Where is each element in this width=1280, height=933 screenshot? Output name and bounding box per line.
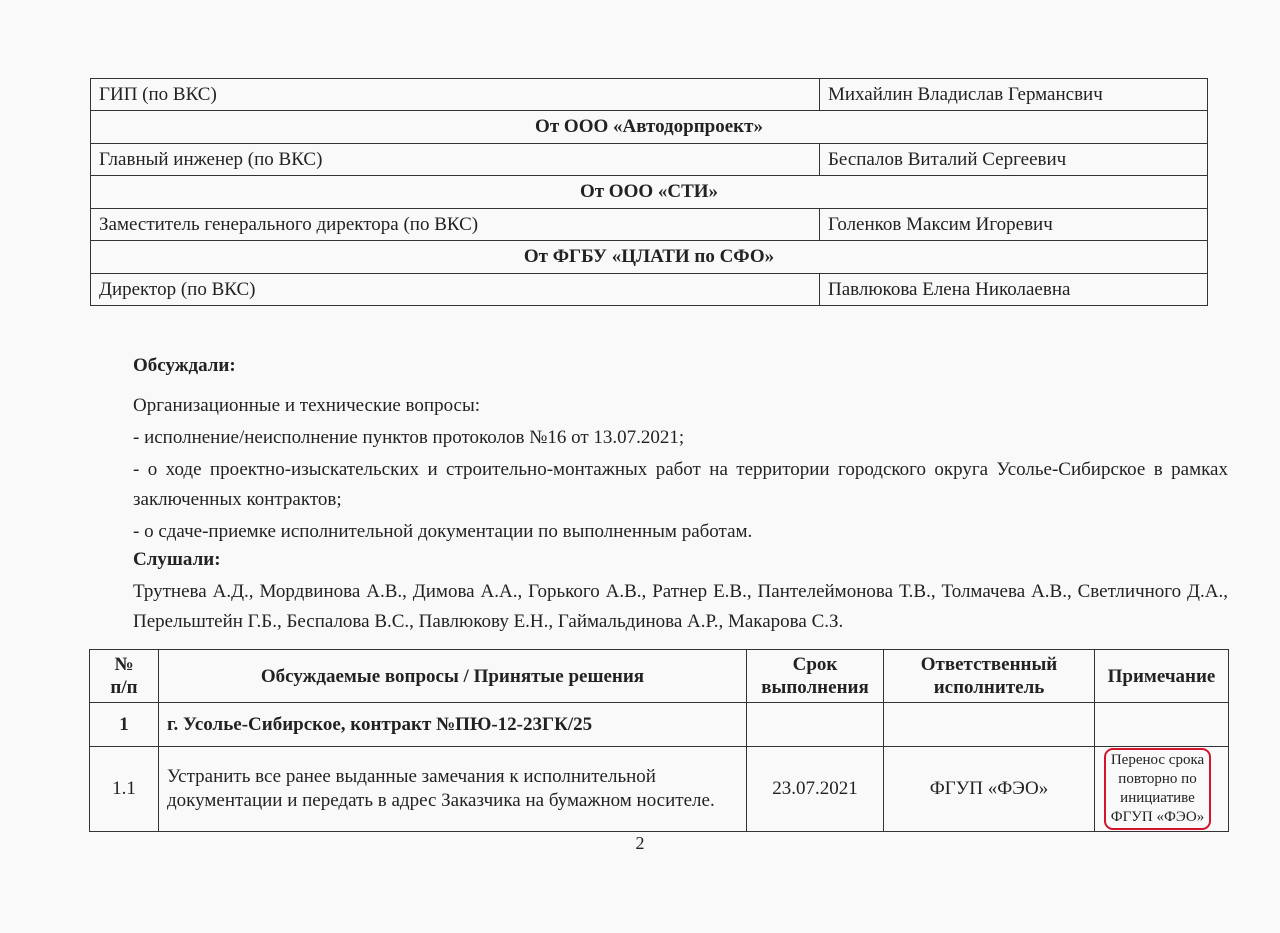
section-empty-cell: [884, 703, 1095, 747]
heard-heading: Слушали:: [133, 549, 221, 570]
discussed-line: - о ходе проектно-изыскательских и строительно-монтажных работ на территории городского округа Усолье-Сибирское в рамках заключенных контрактов;: [133, 459, 1228, 510]
discussed-line: - о сдаче-приемке исполнительной документации по выполненным работам.: [133, 521, 753, 542]
organization-label: От ООО «Автодорпроект»: [91, 111, 1208, 144]
note-line: Перенос срока: [1110, 752, 1205, 768]
decision-row: [90, 747, 1229, 832]
header-note: Примечание: [1095, 650, 1229, 703]
organization-row: [91, 176, 1208, 209]
heard-section: [133, 545, 1228, 637]
participant-role: ГИП (по ВКС): [91, 79, 820, 111]
discussed-line: - исполнение/неисполнение пунктов протоколов №16 от 13.07.2021;: [133, 427, 685, 448]
row-num: 1.1: [90, 747, 159, 832]
header-term: [747, 650, 884, 703]
row-note: [1095, 747, 1229, 832]
participant-role: Главный инженер (по ВКС): [91, 144, 820, 176]
header-num-line: №: [114, 654, 134, 675]
header-resp-line: Ответственный: [920, 654, 1058, 675]
row-responsible: ФГУП «ФЭО»: [884, 747, 1095, 832]
discussed-heading: Обсуждали:: [133, 355, 236, 376]
participant-role: Директор (по ВКС): [91, 274, 820, 306]
section-num: 1: [90, 703, 159, 747]
participant-name: Беспалов Виталий Сергеевич: [820, 144, 1208, 176]
header-question: Обсуждаемые вопросы / Принятые решения: [159, 650, 747, 703]
note-line: повторно по: [1118, 771, 1197, 787]
note-line: ФГУП «ФЭО»: [1110, 809, 1205, 825]
note-line: инициативе: [1120, 790, 1195, 806]
participant-name: Михайлин Владислав Германсвич: [820, 79, 1208, 111]
participant-name: Павлюкова Елена Николаевна: [820, 274, 1208, 306]
highlighted-note: [1104, 748, 1212, 830]
decisions-table: [89, 649, 1229, 832]
organization-row: [91, 111, 1208, 144]
participant-row: [91, 274, 1208, 306]
section-title: г. Усолье-Сибирское, контракт №ПЮ-12-23ГК/25: [159, 703, 747, 747]
row-question: Устранить все ранее выданные замечания к исполнительной документации и передать в адрес Заказчика на бумажном носителе.: [159, 747, 747, 832]
section-empty-cell: [1095, 703, 1229, 747]
row-term: 23.07.2021: [747, 747, 884, 832]
header-term-line: Срок: [792, 654, 838, 675]
header-responsible: [884, 650, 1095, 703]
discussed-line: Организационные и технические вопросы:: [133, 395, 481, 416]
decisions-header-row: [90, 650, 1229, 703]
organization-label: От ФГБУ «ЦЛАТИ по СФО»: [91, 241, 1208, 274]
header-num-line: п/п: [110, 677, 138, 698]
participant-row: [91, 144, 1208, 176]
header-term-line: выполнения: [761, 677, 869, 698]
heard-text: Трутнева А.Д., Мордвинова А.В., Димова А.А., Горького А.В., Ратнер Е.В., Пантелеймонова Т.В., Толмачева А.В., Светличного Д.А., Перельштейн Г.Б., Беспалова В.С., Павлюкову Е.Н., Гаймальдинова А.Р., Макарова С.З.: [133, 581, 1228, 632]
section-empty-cell: [747, 703, 884, 747]
participant-name: Голенков Максим Игоревич: [820, 209, 1208, 241]
participant-row: [91, 209, 1208, 241]
discussed-section: [133, 351, 1228, 547]
header-resp-line: исполнитель: [933, 677, 1045, 698]
organization-row: [91, 241, 1208, 274]
header-num: [90, 650, 159, 703]
participant-role: Заместитель генерального директора (по ВКС): [91, 209, 820, 241]
section-row: [90, 703, 1229, 747]
page-number: 2: [635, 833, 645, 853]
participants-table: [90, 78, 1208, 306]
participant-row: [91, 79, 1208, 111]
organization-label: От ООО «СТИ»: [91, 176, 1208, 209]
